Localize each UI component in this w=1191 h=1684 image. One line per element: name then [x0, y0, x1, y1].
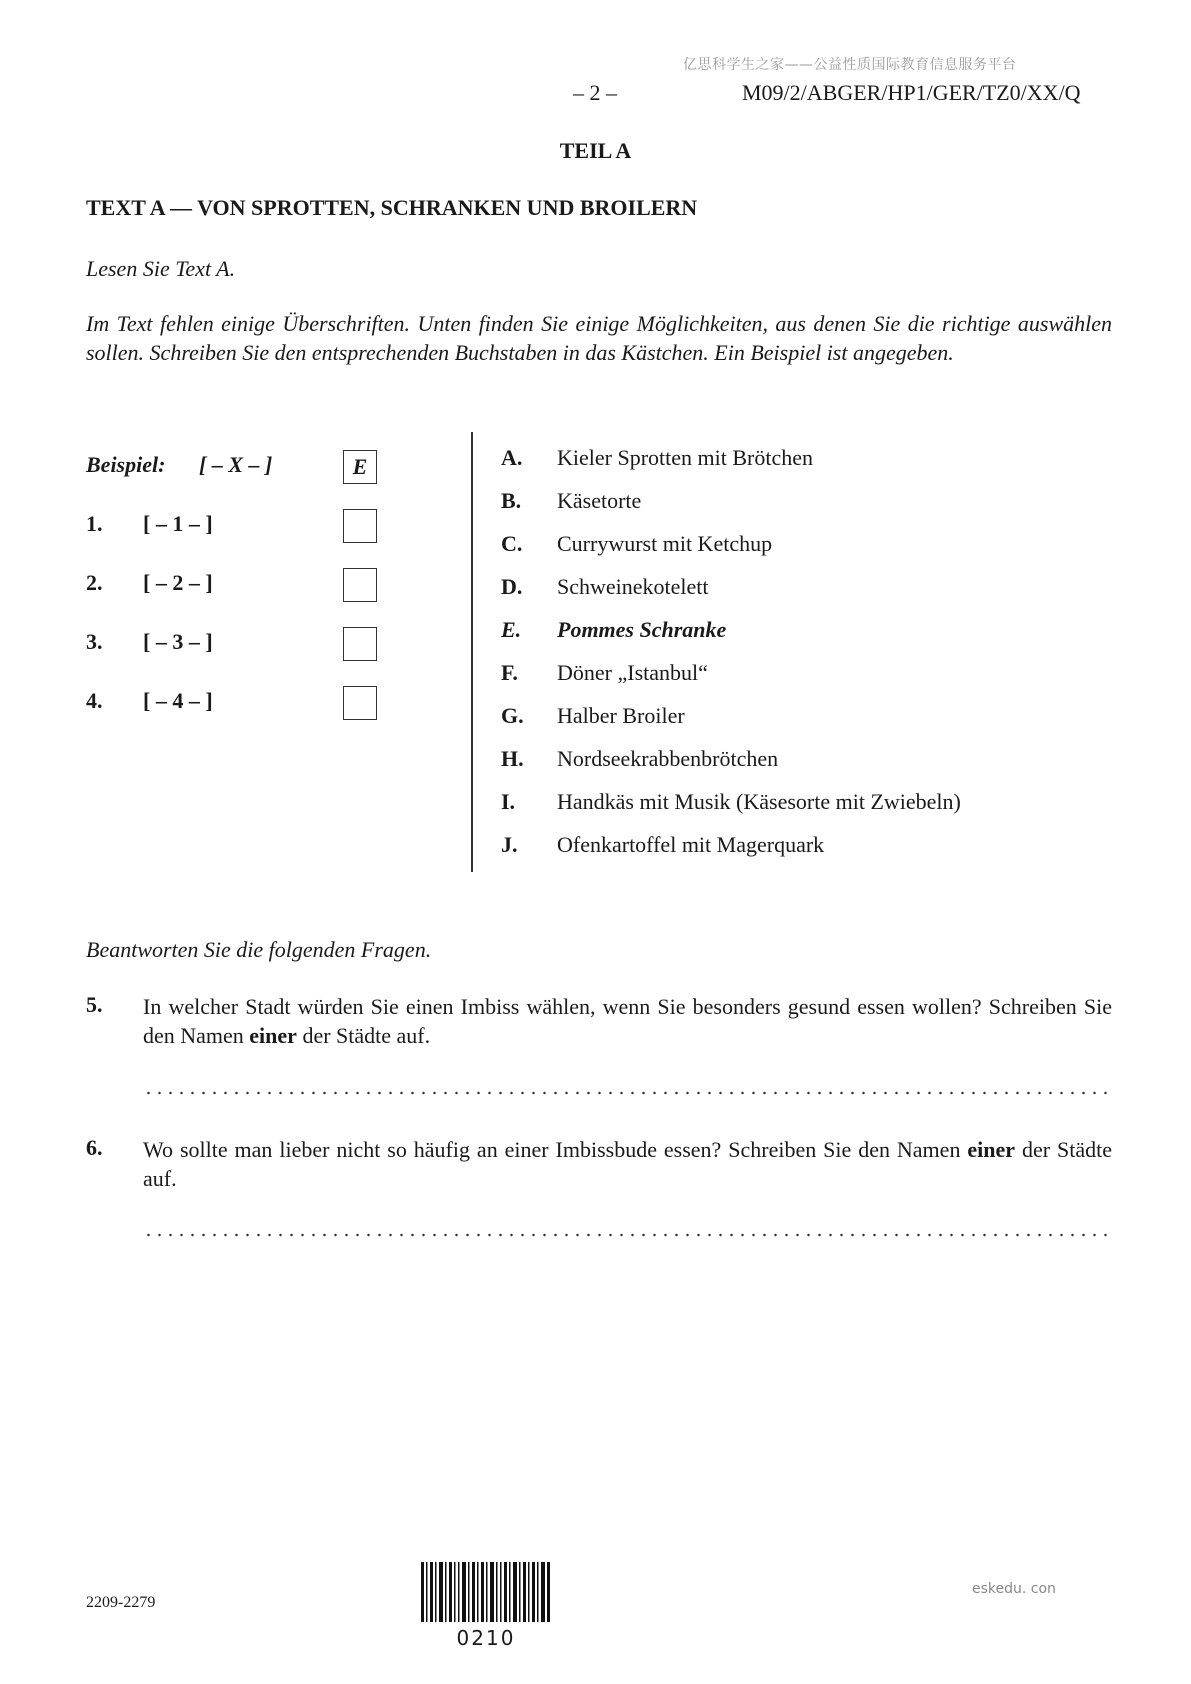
option-letter: J.	[501, 832, 518, 857]
option-text: Kieler Sprotten mit Brötchen	[557, 445, 813, 470]
option-letter: G.	[501, 703, 524, 728]
gap-label: [ – 4 – ]	[143, 688, 213, 713]
option-text: Handkäs mit Musik (Käsesorte mit Zwiebeln)	[557, 789, 961, 814]
gap-label: [ – 1 – ]	[143, 511, 213, 536]
instruction-read: Lesen Sie Text A.	[86, 256, 236, 281]
question-text-part: der Städte auf.	[296, 1023, 431, 1048]
option-text: Schweinekotelett	[557, 574, 709, 599]
instruction-task: Im Text fehlen einige Überschriften. Unten finden Sie einige Möglichkeiten, aus denen Sie die richtige auswählen sollen. Schreiben Sie den entsprechenden Buchstaben in das Kästchen. Ein Beispiel ist angegeben.	[86, 311, 1112, 365]
answer-line-5[interactable]	[143, 1090, 1112, 1096]
paper-id: 2209-2279	[86, 1594, 156, 1611]
question-text	[143, 1135, 1112, 1193]
watermark-text: 亿思科学生之家——公益性质国际教育信息服务平台	[683, 57, 1017, 73]
option-letter: E.	[501, 617, 522, 642]
page-number: – 2 –	[573, 80, 617, 105]
barcode-number: 0210	[456, 1626, 516, 1650]
text-title: TEXT A — VON SPROTTEN, SCHRANKEN UND BROILERN	[86, 195, 698, 220]
site-watermark: eskedu. con	[972, 1581, 1056, 1597]
question-text-part: der Städte auf.	[143, 1137, 1112, 1191]
question-emphasis: einer	[967, 1137, 1016, 1162]
section-title: TEIL A	[559, 138, 632, 163]
gap-number: 2.	[86, 570, 103, 595]
gap-label: [ – 3 – ]	[143, 629, 213, 654]
question-number: 5.	[86, 992, 103, 1017]
option-text-example: Pommes Schranke	[557, 617, 727, 642]
column-divider	[471, 432, 473, 872]
option-letter: D.	[501, 574, 523, 599]
gap-number: 4.	[86, 688, 103, 713]
example-answer-box: E	[343, 450, 377, 484]
answer-box-3[interactable]	[343, 627, 377, 661]
question-number: 6.	[86, 1135, 103, 1160]
question-text-part: In welcher Stadt würden Sie einen Imbiss wählen, wenn Sie besonders gesund essen wollen? Schreiben Sie den Namen	[143, 994, 1112, 1048]
option-text: Nordseekrabbenbrötchen	[557, 746, 779, 771]
option-letter: I.	[501, 789, 516, 814]
question-emphasis: einer	[249, 1023, 297, 1048]
option-letter: B.	[501, 488, 522, 513]
question-text	[143, 992, 1112, 1050]
exam-code: M09/2/ABGER/HP1/GER/TZ0/XX/Q	[742, 80, 1081, 105]
answer-box-1[interactable]	[343, 509, 377, 543]
option-letter: C.	[501, 531, 523, 556]
option-letter: A.	[501, 445, 523, 470]
gap-number: 1.	[86, 511, 103, 536]
option-text: Käsetorte	[557, 488, 642, 513]
example-label: Beispiel:	[86, 452, 166, 477]
option-letter: H.	[501, 746, 524, 771]
gap-label: [ – 2 – ]	[143, 570, 213, 595]
example-gap: [ – X – ]	[199, 452, 273, 477]
option-text: Döner „Istanbul“	[557, 660, 708, 685]
option-text: Ofenkartoffel mit Magerquark	[557, 832, 825, 857]
option-letter: F.	[501, 660, 518, 685]
question-text-part: Wo sollte man lieber nicht so häufig an einer Imbissbude essen? Schreiben Sie den Namen	[143, 1137, 968, 1162]
gap-number: 3.	[86, 629, 103, 654]
barcode-icon	[421, 1562, 551, 1622]
answer-line-6[interactable]	[143, 1232, 1112, 1238]
questions-intro: Beantworten Sie die folgenden Fragen.	[86, 937, 432, 962]
answer-box-4[interactable]	[343, 686, 377, 720]
answer-box-2[interactable]	[343, 568, 377, 602]
option-text: Currywurst mit Ketchup	[557, 531, 773, 556]
option-text: Halber Broiler	[557, 703, 685, 728]
